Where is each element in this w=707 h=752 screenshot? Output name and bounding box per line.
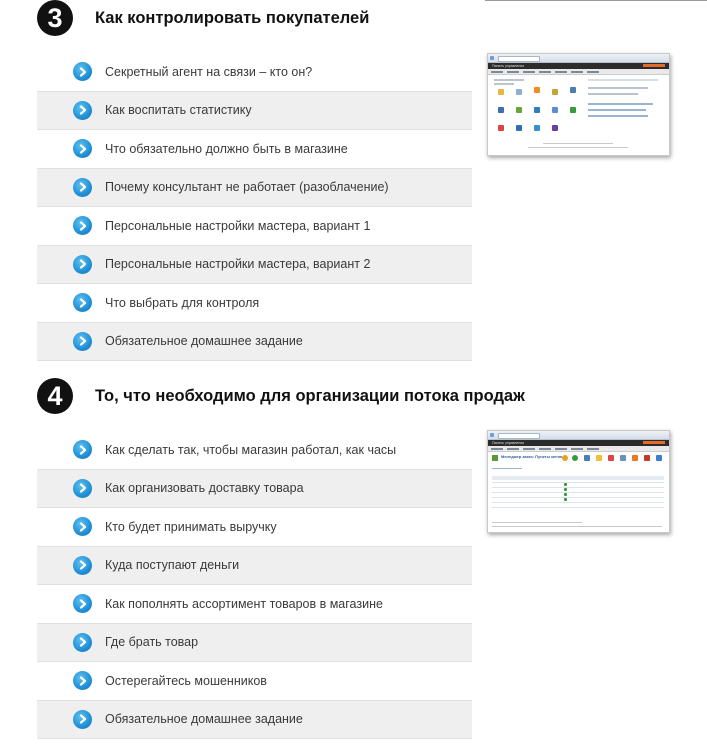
arrow-right-icon [73,671,92,690]
arrow-right-icon [73,101,92,120]
lesson-label: Где брать товар [105,635,199,650]
arrow-right-icon [73,710,92,729]
lesson-item[interactable] [37,53,472,92]
lesson-item[interactable] [37,92,472,131]
lesson-label: Персональные настройки мастера, вариант 1 [105,218,371,233]
arrow-right-icon [73,517,92,536]
section-header [37,0,369,36]
lesson-list [37,431,472,739]
browser-bar [488,54,669,63]
arrow-right-icon [73,594,92,613]
lesson-label: Как воспитать статистику [105,103,252,118]
lesson-item[interactable] [37,207,472,246]
arrow-right-icon [73,255,92,274]
section-number-badge: 4 [37,378,73,414]
lesson-item[interactable] [37,624,472,663]
panel-title: Панель управления [492,441,525,445]
lesson-item[interactable] [37,431,472,470]
lesson-label: Как организовать доставку товара [105,481,304,496]
lesson-item[interactable] [37,169,472,208]
lesson-item[interactable] [37,130,472,169]
lesson-label: Персональные настройки мастера, вариант 2 [105,257,371,272]
section-title: То, что необходимо для организации потока продаж [95,386,525,405]
browser-bar [488,431,669,440]
arrow-right-icon [73,556,92,575]
section-header [37,378,525,414]
top-divider [485,0,707,1]
order-manager-screenshot[interactable] [487,430,670,533]
lesson-item[interactable] [37,662,472,701]
shop-logo-icon [492,455,498,461]
lesson-label: Кто будет принимать выручку [105,519,277,534]
section-title: Как контролировать покупателей [95,8,370,27]
shop-title: Менеджер заказ: Пункты меню [501,454,563,459]
panel-nav [488,446,669,452]
arrow-right-icon [73,440,92,459]
arrow-right-icon [73,293,92,312]
lesson-label: Как пополнять ассортимент товаров в магазине [105,596,383,611]
admin-panel-screenshot[interactable] [487,53,670,156]
lesson-label: Что обязательно должно быть в магазине [105,141,348,156]
arrow-right-icon [73,633,92,652]
panel-title: Панель управления [492,64,525,68]
lesson-label: Обязательное домашнее задание [105,334,303,349]
lesson-label: Что выбрать для контроля [105,295,260,310]
lesson-label: Секретный агент на связи – кто он? [105,64,313,79]
panel-header [488,63,669,69]
lesson-item[interactable] [37,284,472,323]
lesson-item[interactable] [37,508,472,547]
lesson-list [37,53,472,361]
lesson-label: Как сделать так, чтобы магазин работал, как часы [105,442,397,457]
arrow-right-icon [73,139,92,158]
panel-nav [488,69,669,75]
lesson-item[interactable] [37,323,472,362]
lesson-item[interactable] [37,585,472,624]
lesson-label: Почему консультант не работает (разоблачение) [105,180,389,195]
section-number-badge: 3 [37,0,73,36]
arrow-right-icon [73,178,92,197]
lesson-label: Остерегайтесь мошенников [105,673,267,688]
lesson-item[interactable] [37,701,472,740]
lesson-label: Обязательное домашнее задание [105,712,303,727]
lesson-item[interactable] [37,246,472,285]
arrow-right-icon [73,216,92,235]
lesson-label: Куда поступают деньги [105,558,240,573]
arrow-right-icon [73,479,92,498]
arrow-right-icon [73,332,92,351]
lesson-item[interactable] [37,547,472,586]
lesson-item[interactable] [37,470,472,509]
panel-header [488,440,669,446]
arrow-right-icon [73,62,92,81]
